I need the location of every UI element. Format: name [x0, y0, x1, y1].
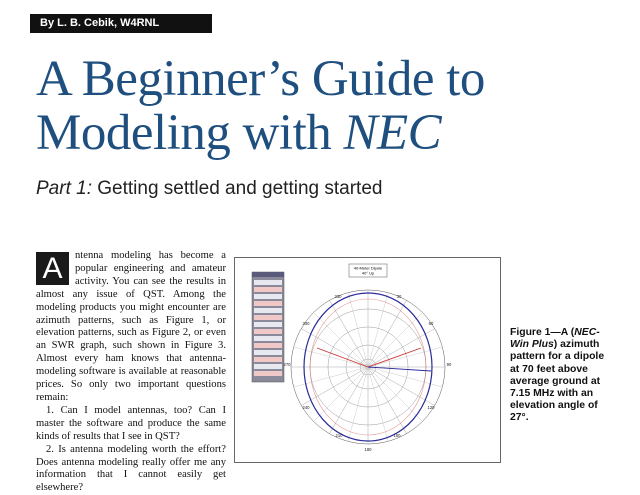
caption-software-name: NEC-Win Plus: [510, 327, 600, 351]
plot-title-line-1: 40-Meter Dipole: [353, 265, 383, 271]
figure-1: [234, 257, 501, 463]
byline: By L. B. Cebik, W4RNL: [30, 14, 212, 33]
title-line-1: A Beginner’s Guide to: [36, 51, 485, 107]
drop-cap: A: [36, 252, 69, 285]
angle-label-150: 150: [393, 433, 401, 438]
figure-1-caption: [510, 327, 610, 425]
paragraph-1: ntenna modeling has become a popular engineering and amateur activity. You can see the results in almost any issue of QST. Among the modeling products you might encounter are azimuth patterns, such as Figure 1, or elevation patterns, such as Figure 2, or even an SWR graph, such shown in Figure 3. Almost every ham knows that antenna-modeling software is available at reasonable prices. So only two important questions remain:: [36, 250, 226, 403]
title-line-2: [36, 106, 485, 160]
article-title: [36, 52, 485, 160]
title-line-2-italic: NEC: [343, 105, 442, 161]
article-body: [36, 250, 226, 495]
pattern-marker-red-left: [317, 348, 368, 367]
software-panel: [252, 272, 284, 382]
angle-label-270: 270: [283, 362, 291, 367]
figure-1-graphic: [235, 258, 500, 462]
angle-label-30: 30: [396, 294, 402, 299]
subtitle-part: Part 1:: [36, 178, 92, 199]
article-subtitle: [36, 178, 382, 200]
angle-label-240: 240: [302, 405, 310, 410]
angle-label-180: 180: [364, 447, 372, 452]
angle-label-120: 120: [427, 405, 435, 410]
title-line-2-prefix: Modeling with: [36, 105, 344, 161]
plot-title-line-2: 40° Up: [361, 270, 375, 276]
caption-prefix: Figure 1—A (: [510, 327, 575, 338]
caption-rest: ) azimuth pattern for a dipole at 70 feet above average ground at 7.15 MHz with an elevation angle of 27°.: [510, 339, 605, 424]
angle-label-330: 330: [334, 294, 342, 299]
angle-label-210: 210: [335, 433, 343, 438]
subtitle-text: Getting settled and getting started: [91, 178, 383, 199]
angle-label-60: 60: [428, 321, 434, 326]
angle-label-300: 300: [302, 321, 310, 326]
paragraph-3: 2. Is antenna modeling worth the effort? Does antenna modeling really offer me any information that I cannot easily get elsewhere?: [36, 443, 226, 494]
pattern-marker-red-right: [368, 348, 421, 367]
paragraph-2: 1. Can I model antennas, too? Can I master the software and produce the same kinds of results that I see in QST?: [36, 404, 226, 442]
pattern-marker-blue: [368, 367, 431, 371]
angle-label-90: 90: [446, 362, 452, 367]
